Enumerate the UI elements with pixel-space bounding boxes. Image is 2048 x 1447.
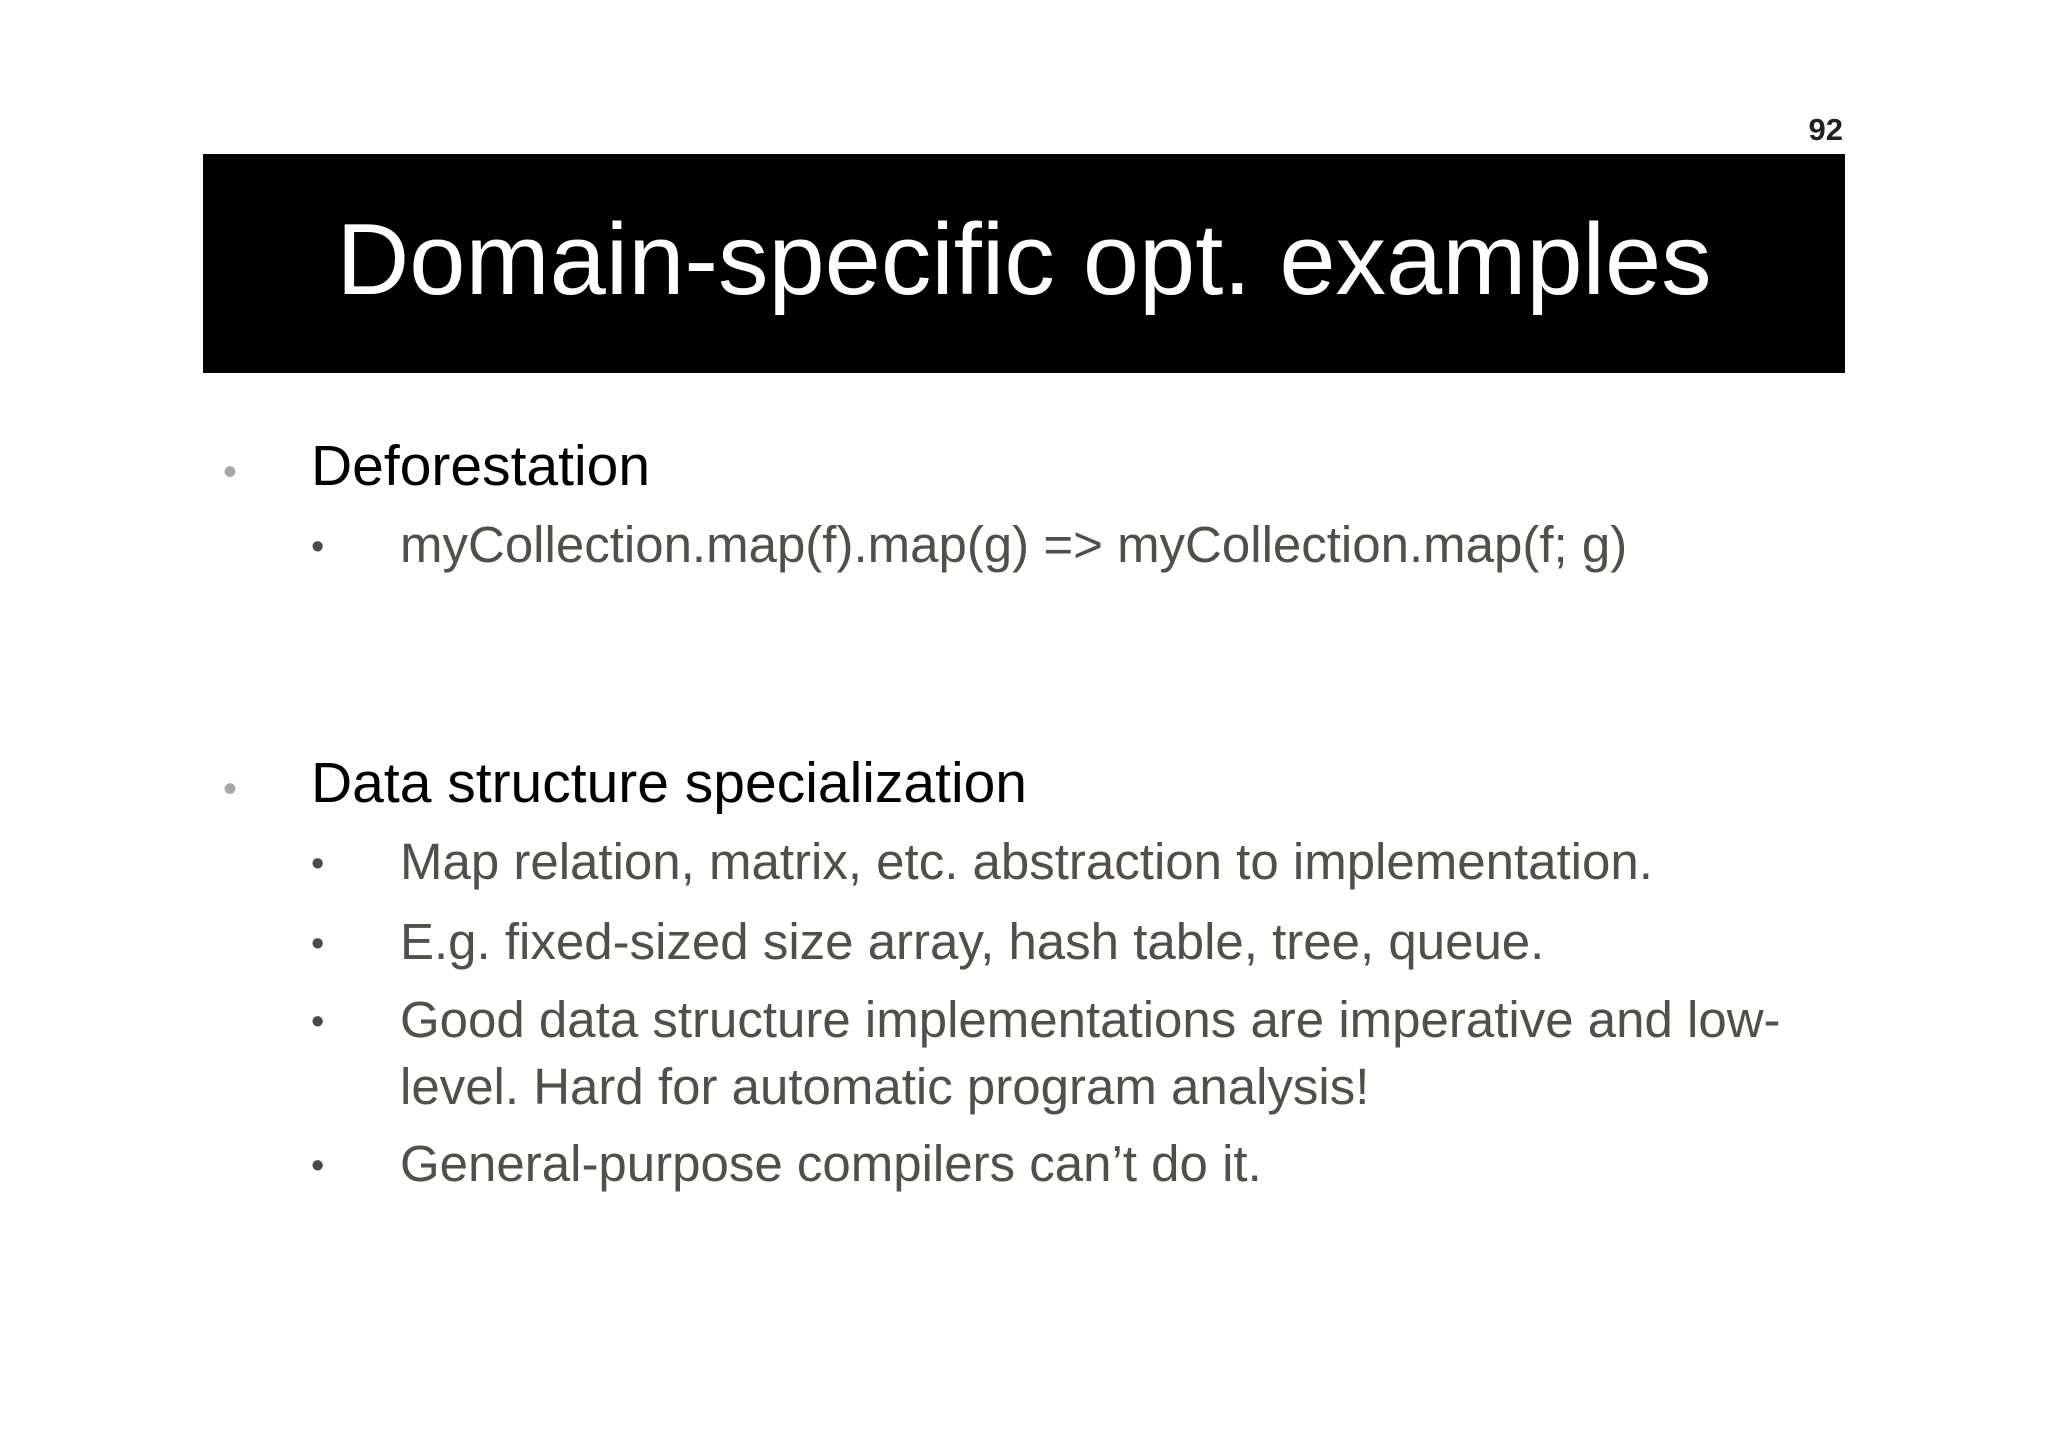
bullet-icon: • bbox=[223, 767, 238, 811]
page-number: 92 bbox=[1808, 112, 1843, 147]
list-item-text: Map relation, matrix, etc. abstraction to implementation. bbox=[400, 833, 1653, 890]
list-item-text: General-purpose compilers can’t do it. bbox=[400, 1135, 1262, 1192]
bullet-icon: • bbox=[311, 1145, 325, 1187]
bullet-icon: • bbox=[311, 1001, 325, 1043]
section-heading: Data structure specialization bbox=[311, 751, 1028, 815]
bullet-icon: • bbox=[311, 923, 325, 965]
list-item-text: myCollection.map(f).map(g) => myCollection.map(f; g) bbox=[400, 516, 1628, 573]
slide-title: Domain-specific opt. examples bbox=[336, 204, 1712, 316]
bullet-icon: • bbox=[311, 843, 325, 885]
list-item-text: Good data structure implementations are imperative and low-level. Hard for automatic program analysis! bbox=[400, 991, 1781, 1115]
bullet-icon: • bbox=[311, 526, 325, 568]
list-item-text: E.g. fixed-sized size array, hash table, tree, queue. bbox=[400, 913, 1545, 970]
section-heading: Deforestation bbox=[311, 434, 651, 498]
title-bar bbox=[203, 154, 1845, 373]
bullet-icon: • bbox=[223, 450, 238, 494]
